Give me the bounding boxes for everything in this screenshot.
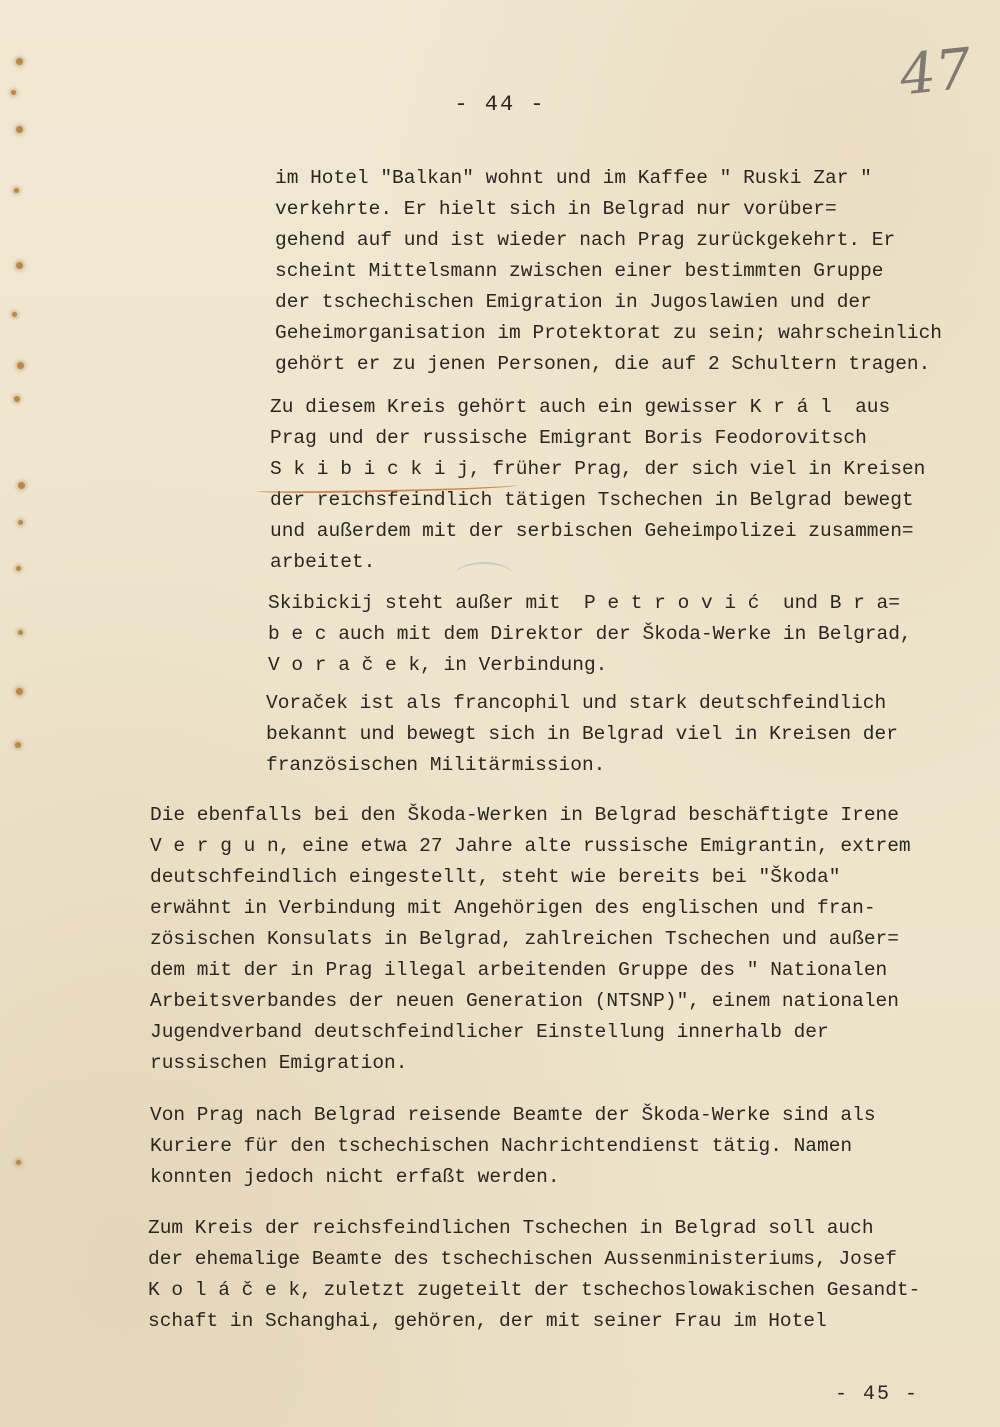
paragraph-1: im Hotel "Balkan" wohnt und im Kaffee " Ruski Zar " verkehrte. Er hielt sich in Belgrad nur vorüber= gehend auf und ist wieder nach Prag zurückgekehrt. Er scheint Mittelsmann zwischen einer bestimmten Gruppe der tschechischen Emigration in Jugoslawien und der Geheimorganisation im Protektorat zu sein; wahrscheinlich gehört er zu jenen Personen, die auf 2 Schultern tragen. <box>275 167 943 375</box>
punch-hole <box>16 58 23 65</box>
punch-hole <box>15 742 21 748</box>
paragraph-7: Zum Kreis der reichsfeindlichen Tschechen in Belgrad soll auch der ehemalige Beamte des tschechischen Aussenministeriums, Josef K o l á č e k, zuletzt zugeteilt der tschechoslowakischen Gesandt- schaft in Schanghai, gehören, der mit seiner Frau im Hotel <box>148 1217 921 1332</box>
punch-hole <box>18 482 25 489</box>
punch-hole <box>18 520 23 525</box>
punch-hole <box>16 688 23 695</box>
punch-hole <box>12 312 17 317</box>
punch-hole <box>16 1160 21 1165</box>
page-number-top: - 44 - <box>454 92 546 117</box>
paragraph-5: Die ebenfalls bei den Škoda-Werken in Belgrad beschäftigte Irene V e r g u n, eine etwa 27 Jahre alte russische Emigrantin, extrem deutschfeindlich eingestellt, steht wie bereits bei "Škoda" erwähnt in Verbindung mit Angehörigen des englischen und fran- zösischen Konsulats in Belgrad, zahlreichen Tschechen und außer= dem mit der in Prag illegal arbeitenden Gruppe des " Nationalen Arbeitsverbandes der neuen Generation (NTSNP)", einem nationalen Jugendverband deutschfeindlicher Einstellung innerhalb der russischen Emigration. <box>150 804 911 1074</box>
archive-folio-number: 47 <box>896 36 975 109</box>
punch-hole <box>16 566 21 571</box>
paragraph-4: Voraček ist als francophil und stark deutschfeindlich bekannt und bewegt sich in Belgrad viel in Kreisen der französischen Militärmission. <box>266 692 898 776</box>
paragraph-2: Zu diesem Kreis gehört auch ein gewisser K r á l aus Prag und der russische Emigrant Boris Feodorovitsch S k i b i c k i j, früher Prag, der sich viel in Kreisen der reichsfeindlich tätigen Tschechen in Belgrad bewegt und außerdem mit der serbischen Geheimpolizei zusammen= arbeitet. <box>270 396 926 573</box>
punch-hole <box>14 396 20 402</box>
punch-hole <box>16 262 23 269</box>
page-number-bottom: - 45 - <box>835 1383 920 1406</box>
paragraph-6: Von Prag nach Belgrad reisende Beamte der Škoda-Werke sind als Kuriere für den tschechischen Nachrichtendienst tätig. Namen konnten jedoch nicht erfaßt werden. <box>150 1104 876 1188</box>
punch-hole <box>17 362 24 369</box>
punch-hole <box>14 188 19 193</box>
punch-hole <box>16 126 23 133</box>
punch-hole <box>18 630 23 635</box>
paragraph-3: Skibickij steht außer mit P e t r o v i ć und B r a= b e c auch mit dem Direktor der Škoda-Werke in Belgrad, V o r a č e k, in Verbindung. <box>268 592 912 676</box>
